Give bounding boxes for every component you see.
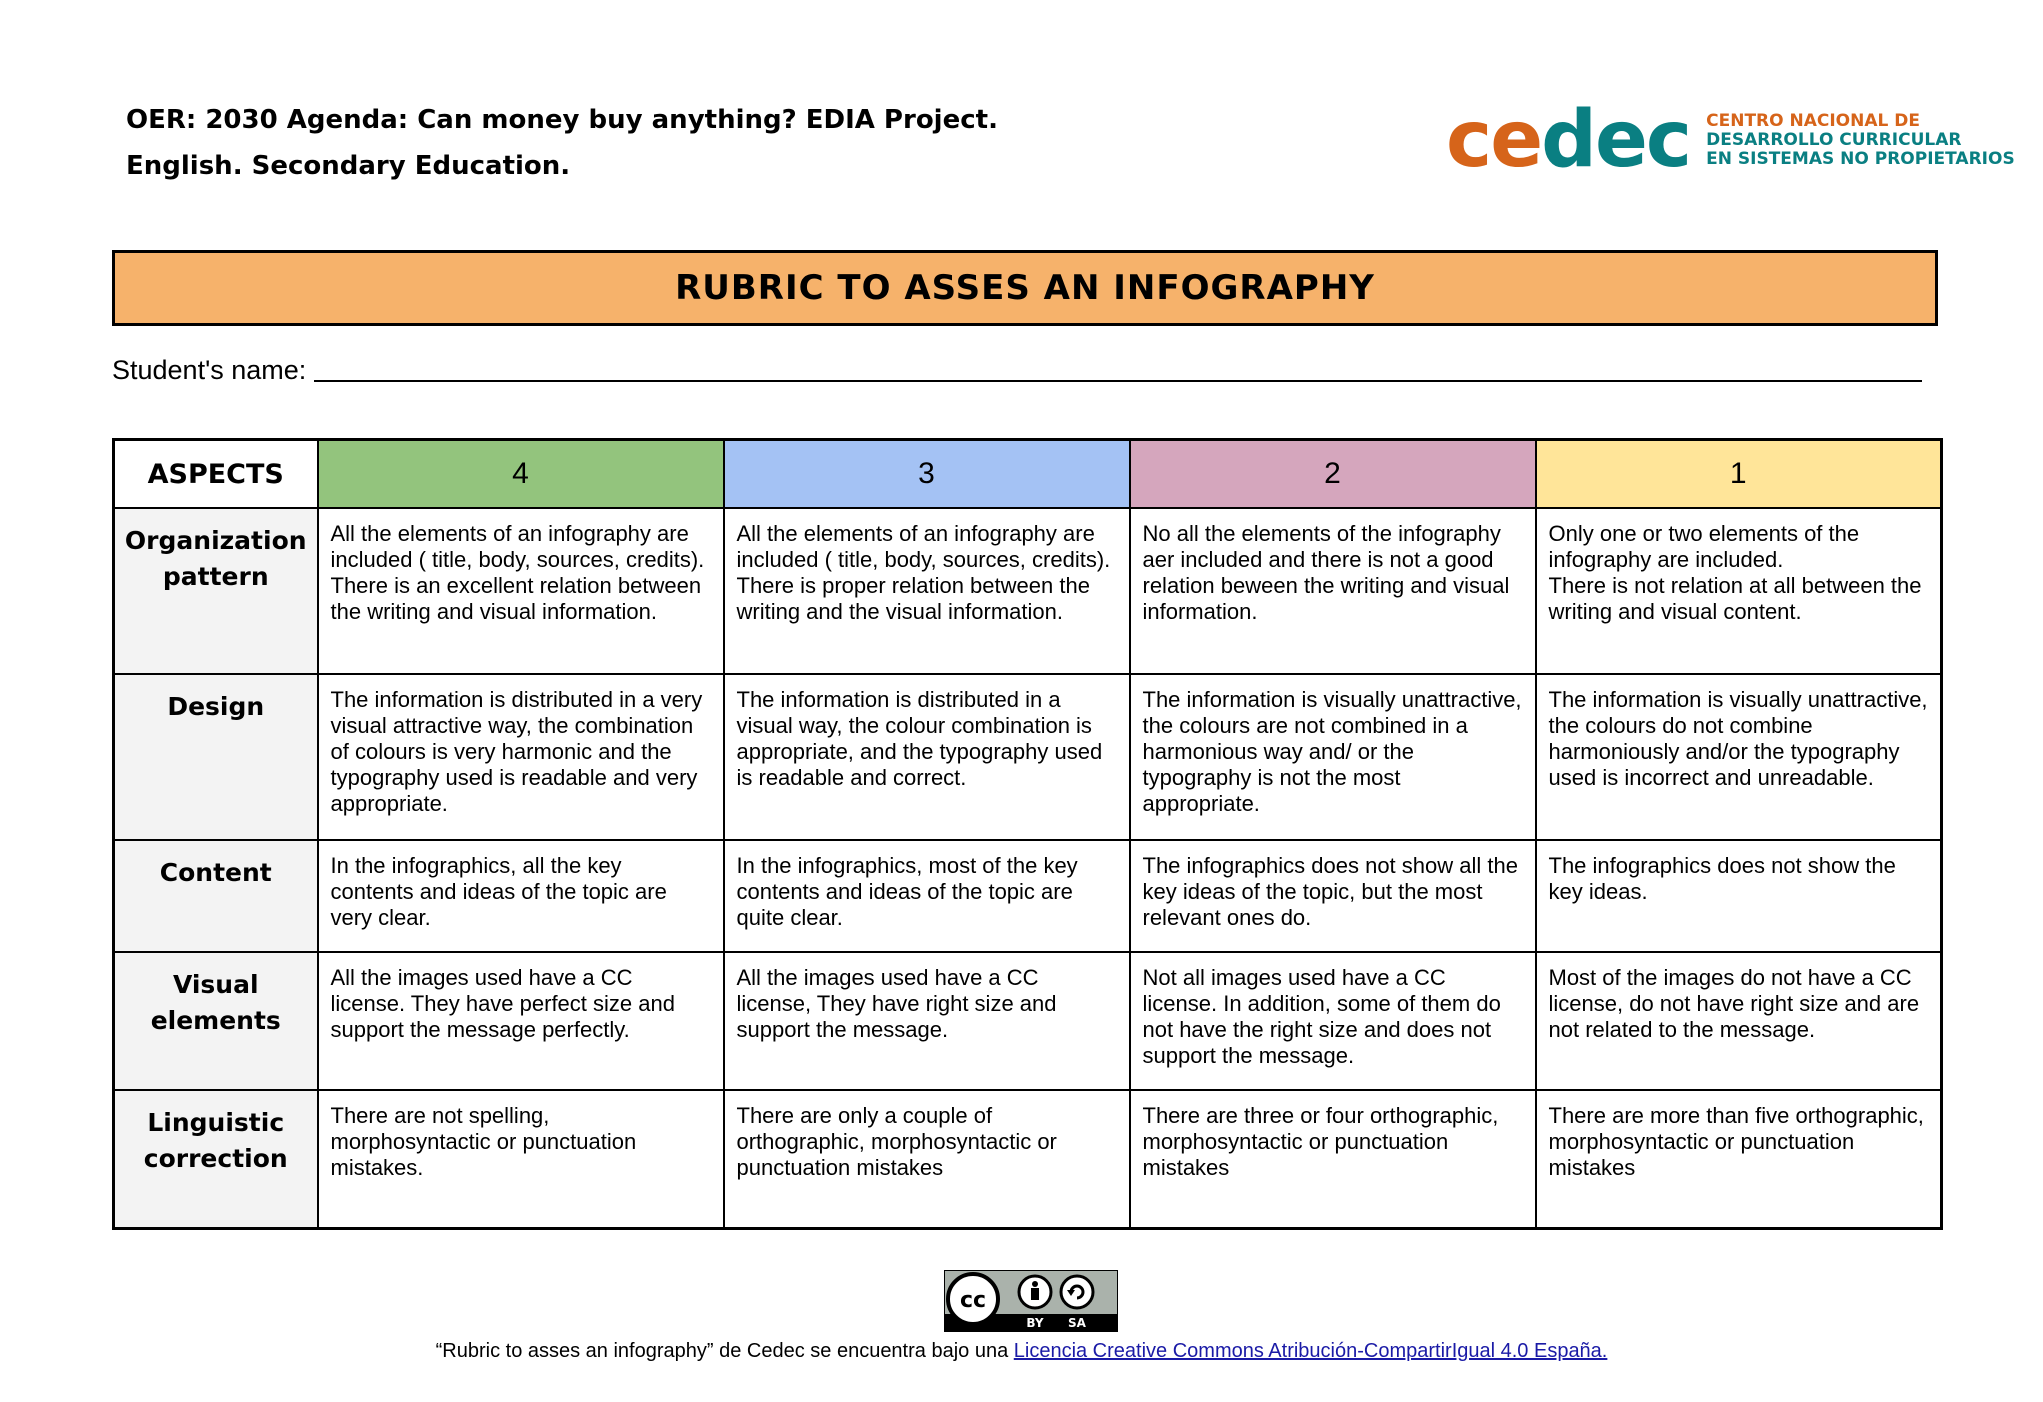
cc-by-sa-badge [944,1270,1118,1332]
header-line-2: English. Secondary Education. [126,151,571,181]
rubric-cell: The infographics does not show the key ideas. [1536,840,1942,952]
rubric-cell: There are only a couple of orthographic, morphosyntactic or punctuation mistakes [724,1090,1130,1228]
table-header-row [114,440,1942,509]
document-header [126,97,998,189]
rubric-cell: In the infographics, all the key contents and ideas of the topic are very clear. [318,840,724,952]
rubric-cell: There are three or four orthographic, morphosyntactic or punctuation mistakes [1130,1090,1536,1228]
header-line-1: OER: 2030 Agenda: Can money buy anything? EDIA Project. [126,105,998,135]
rubric-title: RUBRIC TO ASSES AN INFOGRAPHY [112,250,1938,326]
rubric-cell: All the elements of an infography are included ( title, body, sources, credits). There is proper relation between the writing and the visual information. [724,508,1130,674]
aspect-label: Content [114,840,318,952]
table-row [114,674,1942,840]
table-row [114,508,1942,674]
cedec-logo-subtitle: CENTRO NACIONAL DE DESARROLLO CURRICULAR EN SISTEMAS NO PROPIETARIOS [1706,110,2015,169]
score-header: 2 [1130,440,1536,509]
cc-icon: cc [959,1288,987,1313]
score-header: 1 [1536,440,1942,509]
aspect-label: Design [114,674,318,840]
rubric-table [112,438,1943,1230]
student-name-line[interactable] [314,380,1922,382]
table-row [114,840,1942,952]
rubric-cell: In the infographics, most of the key contents and ideas of the topic are quite clear. [724,840,1130,952]
rubric-cell: The information is visually unattractive, the colours do not combine harmoniously and/or the typography used is incorrect and unreadable. [1536,674,1942,840]
badge-sa-label: SA [1068,1316,1086,1330]
student-name-field[interactable] [112,355,1922,386]
aspect-label: Visual elements [114,952,318,1090]
rubric-cell: The information is distributed in a visual way, the colour combination is appropriate, and the typography used is readable and correct. [724,674,1130,840]
rubric-cell: There are not spelling, morphosyntactic or punctuation mistakes. [318,1090,724,1228]
rubric-cell: All the elements of an infography are included ( title, body, sources, credits). There is an excellent relation between the writing and visual information. [318,508,724,674]
rubric-cell: Not all images used have a CC license. In addition, some of them do not have the right size and does not support the message. [1130,952,1536,1090]
license-text: “Rubric to asses an infography” de Cedec se encuentra bajo una [435,1340,1014,1362]
aspect-label: Organization pattern [114,508,318,674]
attribution-icon [1032,1281,1038,1287]
rubric-cell: The infographics does not show all the key ideas of the topic, but the most relevant ones do. [1130,840,1536,952]
rubric-cell: There are more than five orthographic, morphosyntactic or punctuation mistakes [1536,1090,1942,1228]
student-name-label: Student's name: [112,355,307,385]
rubric-cell: All the images used have a CC license. They have perfect size and support the message perfectly. [318,952,724,1090]
cedec-logo [1446,95,2015,185]
rubric-cell: All the images used have a CC license, They have right size and support the message. [724,952,1130,1090]
table-row [114,1090,1942,1228]
score-header: 4 [318,440,724,509]
aspects-header: ASPECTS [114,440,318,509]
score-header: 3 [724,440,1130,509]
rubric-cell: The information is distributed in a very visual attractive way, the combination of colours is very harmonic and the typography used is readable and very appropriate. [318,674,724,840]
license-notice [0,1340,2043,1363]
rubric-cell: Most of the images do not have a CC license, do not have right size and are not related to the message. [1536,952,1942,1090]
rubric-cell: No all the elements of the infography aer included and there is not a good relation beween the writing and visual information. [1130,508,1536,674]
aspect-label: Linguistic correction [114,1090,318,1228]
rubric-cell: Only one or two elements of the infography are included. There is not relation at all between the writing and visual content. [1536,508,1942,674]
table-row [114,952,1942,1090]
rubric-cell: The information is visually unattractive, the colours are not combined in a harmonious way and/ or the typography is not the most appropriate. [1130,674,1536,840]
cedec-logo-word: cedec [1446,95,1691,185]
badge-by-label: BY [1026,1316,1044,1330]
license-link[interactable]: Licencia Creative Commons Atribución-CompartirIgual 4.0 España. [1013,1340,1608,1362]
